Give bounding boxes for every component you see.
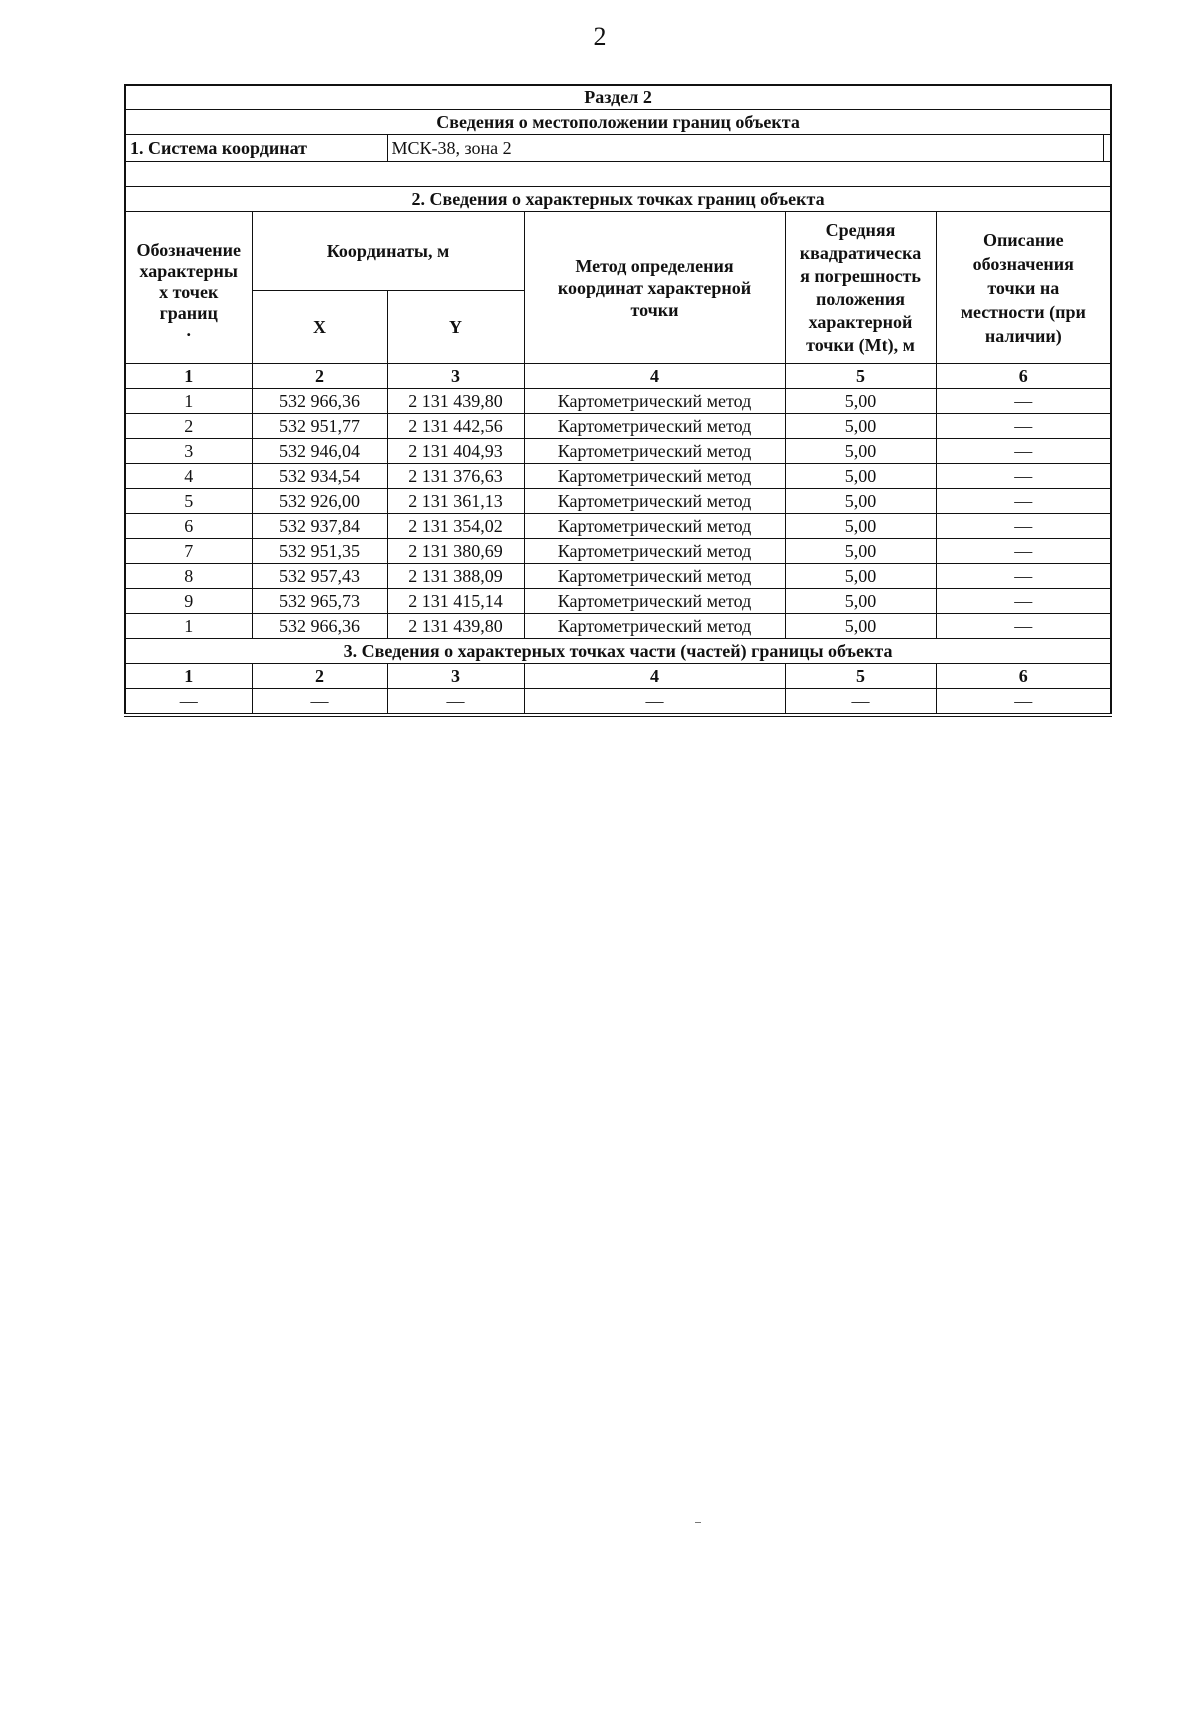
y-cell: 2 131 439,80 <box>387 614 524 639</box>
coord-system-value-cell <box>387 135 1111 162</box>
x-cell: 532 951,77 <box>252 414 387 439</box>
scan-mark <box>695 1522 701 1523</box>
col-num: 5 <box>785 364 936 389</box>
point-number-cell: 5 <box>125 489 252 514</box>
point-number-cell: 2 <box>125 414 252 439</box>
error-cell: 5,00 <box>785 564 936 589</box>
header-method-line: Метод определения <box>575 255 734 276</box>
y-cell: 2 131 354,02 <box>387 514 524 539</box>
section-title: Раздел 2 <box>125 85 1111 110</box>
header-error-line: характерной <box>808 311 913 332</box>
parts-empty-cell: — <box>936 689 1111 716</box>
table-row <box>125 539 1111 564</box>
header-coordinates: Координаты, м <box>252 212 524 291</box>
point-number-cell: 4 <box>125 464 252 489</box>
error-cell: 5,00 <box>785 389 936 414</box>
x-cell: 532 965,73 <box>252 589 387 614</box>
y-cell: 2 131 404,93 <box>387 439 524 464</box>
method-cell: Картометрический метод <box>524 489 785 514</box>
method-cell: Картометрический метод <box>524 614 785 639</box>
header-description-line: наличии) <box>984 325 1062 346</box>
point-number-cell: 1 <box>125 614 252 639</box>
error-cell: 5,00 <box>785 589 936 614</box>
header-error-line: я погрешность <box>800 265 921 286</box>
header-designation-line: Обозначение <box>136 239 242 260</box>
parts-empty-cell: — <box>125 689 252 716</box>
method-cell: Картометрический метод <box>524 389 785 414</box>
table-row <box>125 464 1111 489</box>
header-designation-line: . <box>186 319 191 340</box>
table-row <box>125 564 1111 589</box>
header-designation-line: характерны <box>139 260 238 281</box>
error-cell: 5,00 <box>785 614 936 639</box>
y-cell: 2 131 439,80 <box>387 389 524 414</box>
error-cell: 5,00 <box>785 514 936 539</box>
points-body <box>125 389 1111 639</box>
header-method-line: точки <box>630 299 679 320</box>
point-number-cell: 9 <box>125 589 252 614</box>
point-number-cell: 8 <box>125 564 252 589</box>
parts-col-num: 2 <box>252 664 387 689</box>
error-cell: 5,00 <box>785 464 936 489</box>
x-cell: 532 951,35 <box>252 539 387 564</box>
spacer-row <box>125 162 1111 187</box>
description-cell: — <box>936 489 1111 514</box>
header-y: Y <box>387 291 524 364</box>
point-number-cell: 1 <box>125 389 252 414</box>
coord-system-label: 1. Система координат <box>125 135 387 162</box>
header-description-line: обозначения <box>972 253 1074 274</box>
page-number: 2 <box>593 22 607 51</box>
y-cell: 2 131 376,63 <box>387 464 524 489</box>
x-cell: 532 934,54 <box>252 464 387 489</box>
description-cell: — <box>936 539 1111 564</box>
header-description <box>936 212 1111 364</box>
boundary-table <box>124 84 1112 717</box>
method-cell: Картометрический метод <box>524 464 785 489</box>
x-cell: 532 957,43 <box>252 564 387 589</box>
table-row <box>125 489 1111 514</box>
method-cell: Картометрический метод <box>524 439 785 464</box>
point-number-cell: 7 <box>125 539 252 564</box>
x-cell: 532 966,36 <box>252 389 387 414</box>
header-description-line: точки на <box>987 277 1060 298</box>
y-cell: 2 131 380,69 <box>387 539 524 564</box>
header-x: X <box>252 291 387 364</box>
parts-empty-cell: — <box>252 689 387 716</box>
header-designation <box>125 212 252 364</box>
section-subtitle: Сведения о местоположении границ объекта <box>125 110 1111 135</box>
method-cell: Картометрический метод <box>524 414 785 439</box>
col-num: 3 <box>387 364 524 389</box>
table-row <box>125 389 1111 414</box>
header-description-line: Описание <box>982 229 1064 250</box>
method-cell: Картометрический метод <box>524 539 785 564</box>
parts-empty-cell: — <box>387 689 524 716</box>
description-cell: — <box>936 464 1111 489</box>
x-cell: 532 937,84 <box>252 514 387 539</box>
table-row <box>125 414 1111 439</box>
y-cell: 2 131 388,09 <box>387 564 524 589</box>
parts-empty-cell: — <box>785 689 936 716</box>
header-designation-line: х точек <box>159 281 219 302</box>
table-row <box>125 614 1111 639</box>
description-cell: — <box>936 439 1111 464</box>
description-cell: — <box>936 589 1111 614</box>
header-description-line: местности (при <box>960 301 1086 322</box>
header-error-line: квадратическа <box>799 242 922 263</box>
header-error-line: точки (Mt), м <box>806 334 915 355</box>
description-cell: — <box>936 414 1111 439</box>
coord-system-value: МСК-38, зона 2 <box>388 135 1105 161</box>
y-cell: 2 131 442,56 <box>387 414 524 439</box>
header-error-line: Средняя <box>825 219 896 240</box>
point-number-cell: 6 <box>125 514 252 539</box>
y-cell: 2 131 361,13 <box>387 489 524 514</box>
error-cell: 5,00 <box>785 414 936 439</box>
header-method-line: координат характерной <box>557 277 752 298</box>
x-cell: 532 926,00 <box>252 489 387 514</box>
header-method <box>524 212 785 364</box>
parts-col-num: 5 <box>785 664 936 689</box>
description-cell: — <box>936 389 1111 414</box>
table-row <box>125 439 1111 464</box>
description-cell: — <box>936 514 1111 539</box>
header-error-line: положения <box>815 288 906 309</box>
col-num: 6 <box>936 364 1111 389</box>
error-cell: 5,00 <box>785 489 936 514</box>
description-cell: — <box>936 614 1111 639</box>
col-num: 1 <box>125 364 252 389</box>
col-num: 4 <box>524 364 785 389</box>
method-cell: Картометрический метод <box>524 564 785 589</box>
y-cell: 2 131 415,14 <box>387 589 524 614</box>
points-section-title: 2. Сведения о характерных точках границ объекта <box>125 187 1111 212</box>
x-cell: 532 966,36 <box>252 614 387 639</box>
method-cell: Картометрический метод <box>524 514 785 539</box>
table-row <box>125 589 1111 614</box>
x-cell: 532 946,04 <box>252 439 387 464</box>
header-error <box>785 212 936 364</box>
parts-col-num: 6 <box>936 664 1111 689</box>
parts-col-num: 1 <box>125 664 252 689</box>
method-cell: Картометрический метод <box>524 589 785 614</box>
parts-col-num: 3 <box>387 664 524 689</box>
header-designation-line: границ <box>159 302 218 323</box>
parts-section-title: 3. Сведения о характерных точках части (частей) границы объекта <box>125 639 1111 664</box>
parts-col-num: 4 <box>524 664 785 689</box>
table-row <box>125 514 1111 539</box>
point-number-cell: 3 <box>125 439 252 464</box>
parts-empty-cell: — <box>524 689 785 716</box>
error-cell: 5,00 <box>785 539 936 564</box>
description-cell: — <box>936 564 1111 589</box>
error-cell: 5,00 <box>785 439 936 464</box>
col-num: 2 <box>252 364 387 389</box>
